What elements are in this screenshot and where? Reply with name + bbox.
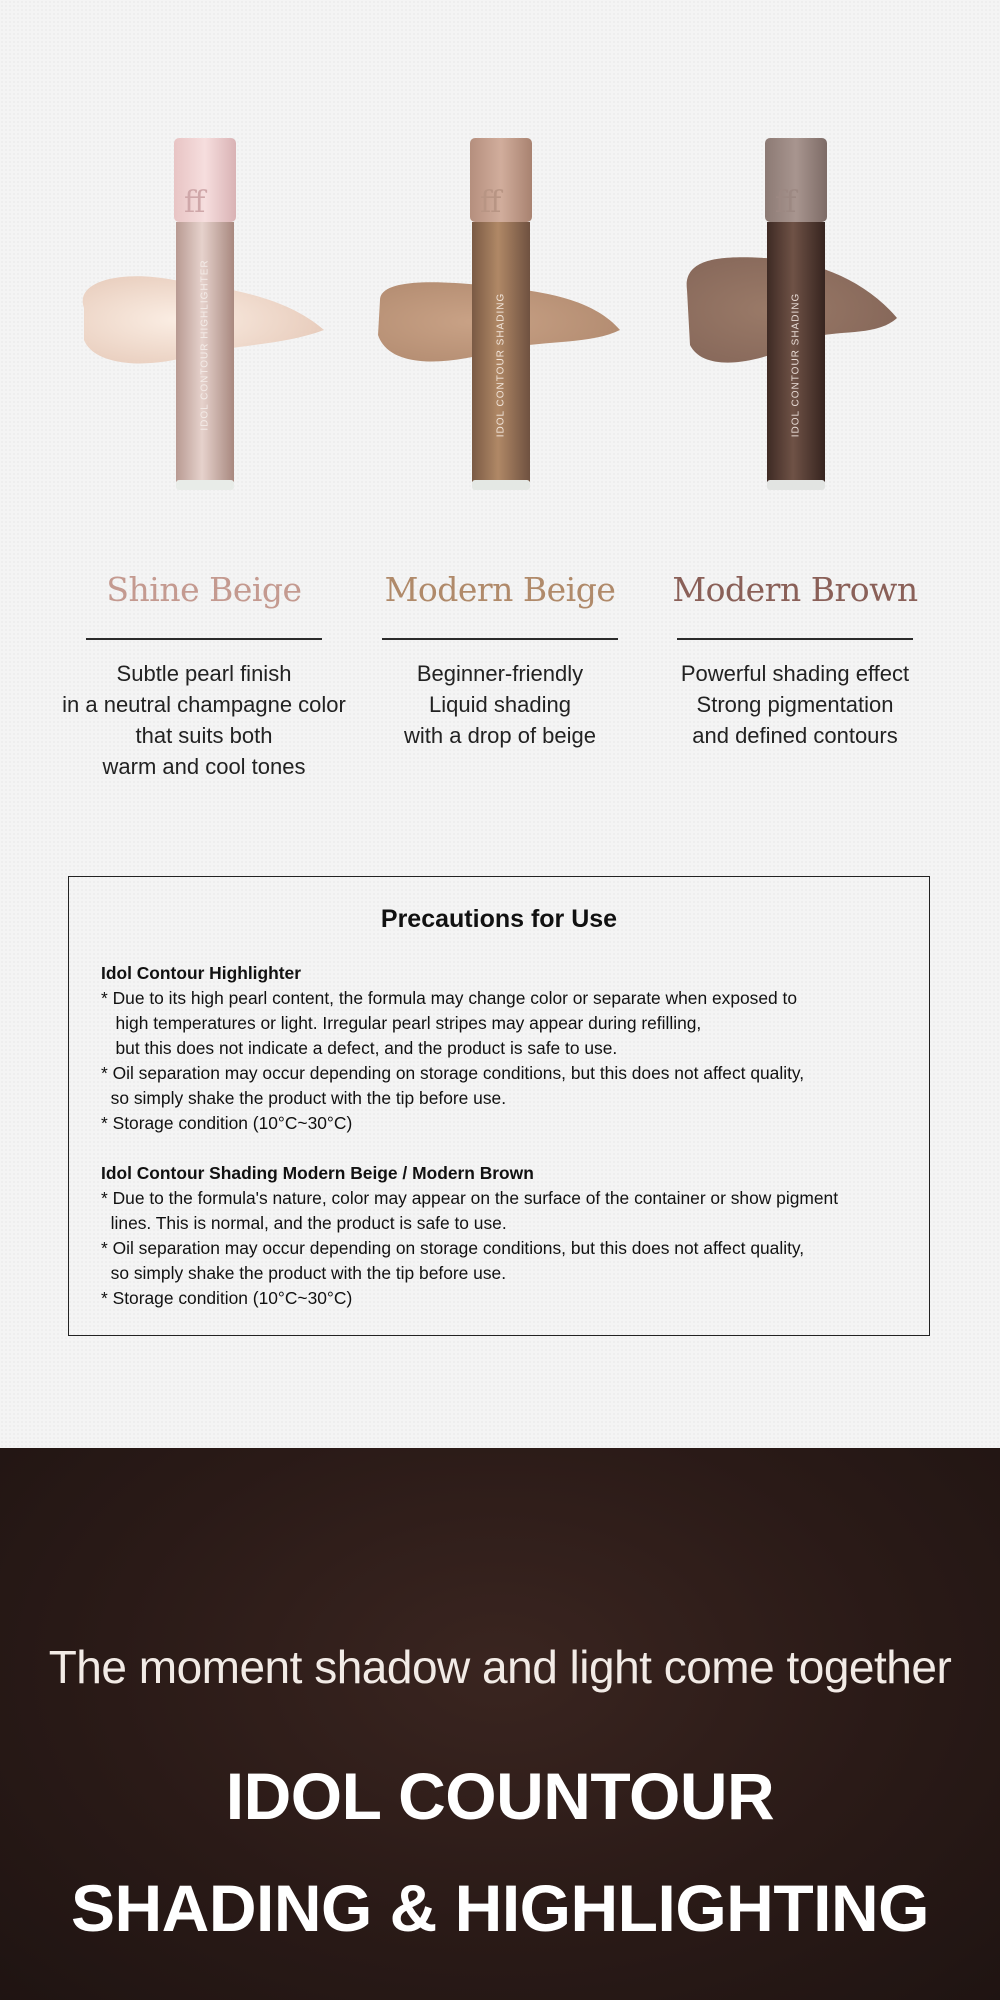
precaution-line: so simply shake the product with the tip before use. — [101, 1263, 507, 1283]
precaution-line: * Due to the formula's nature, color may appear on the surface of the container or show pigment — [101, 1188, 839, 1208]
description-line: Liquid shading — [429, 692, 571, 717]
shade-name-modern-beige: Modern Beige — [384, 570, 616, 609]
precaution-line: * Storage condition (10°C~30°C) — [101, 1113, 353, 1133]
shade-name-modern-brown: Modern Brown — [672, 570, 918, 609]
shade-description — [625, 658, 965, 751]
product-shine-beige — [54, 130, 354, 790]
divider — [382, 638, 618, 640]
tube-label: IDOL CONTOUR SHADING — [790, 292, 802, 438]
precaution-line: lines. This is normal, and the product is safe to use. — [101, 1213, 507, 1233]
banner-headline-line1: IDOL COUNTOUR — [225, 1759, 775, 1833]
product-modern-brown — [645, 130, 945, 790]
product-modern-beige — [350, 130, 650, 790]
divider — [86, 638, 322, 640]
precaution-line: * Due to its high pearl content, the formula may change color or separate when exposed to — [101, 988, 798, 1008]
svg-text:ff: ff — [184, 185, 206, 220]
precautions-box — [68, 876, 930, 1336]
precautions-title: Precautions for Use — [380, 905, 618, 933]
shade-name-shine-beige: Shine Beige — [106, 570, 302, 609]
precaution-section-shading — [101, 1161, 911, 1311]
description-line: in a neutral champagne color — [62, 692, 346, 717]
description-line: that suits both — [135, 723, 273, 748]
shade-description — [330, 658, 670, 751]
description-line: Subtle pearl finish — [116, 661, 292, 686]
precaution-line: * Oil separation may occur depending on storage conditions, but this does not affect quality, — [101, 1063, 805, 1083]
description-line: and defined contours — [692, 723, 898, 748]
precaution-line: high temperatures or light. Irregular pearl stripes may appear during refilling, — [101, 1013, 702, 1033]
shade-description — [34, 658, 374, 782]
banner-tagline: The moment shadow and light come together — [48, 1641, 952, 1693]
section-heading: Idol Contour Shading Modern Beige / Modern Brown — [101, 1163, 534, 1183]
tube-label: IDOL CONTOUR HIGHLIGHTER — [199, 259, 211, 431]
section-heading: Idol Contour Highlighter — [101, 963, 301, 983]
description-line: Powerful shading effect — [680, 661, 910, 686]
description-line: with a drop of beige — [403, 723, 597, 748]
divider — [677, 638, 913, 640]
banner-headline-line2: SHADING & HIGHLIGHTING — [71, 1871, 929, 1945]
svg-text:ff: ff — [775, 185, 797, 220]
precaution-line: * Oil separation may occur depending on storage conditions, but this does not affect quality, — [101, 1238, 805, 1258]
precaution-line: so simply shake the product with the tip before use. — [101, 1088, 507, 1108]
description-line: Beginner-friendly — [416, 661, 584, 686]
description-line: Strong pigmentation — [696, 692, 894, 717]
svg-text:ff: ff — [480, 185, 502, 220]
tube-label: IDOL CONTOUR SHADING — [495, 292, 507, 438]
precaution-line: * Storage condition (10°C~30°C) — [101, 1288, 353, 1308]
precaution-section-highlighter — [101, 961, 911, 1136]
precaution-line: but this does not indicate a defect, and the product is safe to use. — [101, 1038, 618, 1058]
description-line: warm and cool tones — [102, 754, 306, 779]
